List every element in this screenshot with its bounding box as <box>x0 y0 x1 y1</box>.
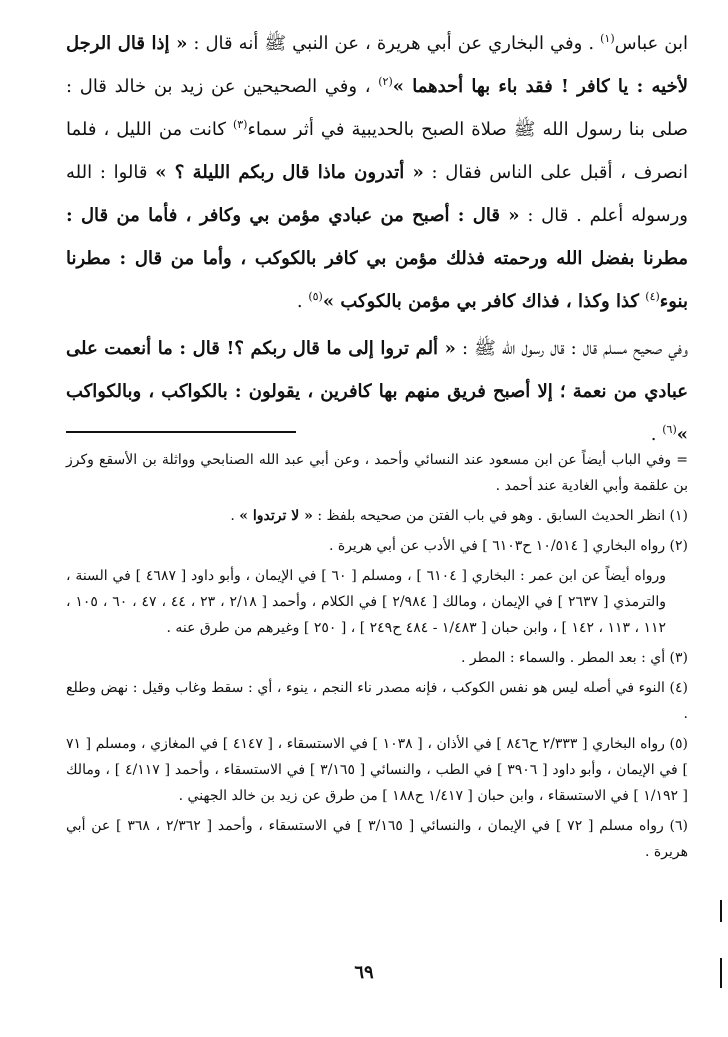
hadith-quote: « إذا قال الرجل لأخيه : يا كافر ! فقد باء بها أحدهما » <box>66 33 688 97</box>
crop-mark <box>720 958 722 988</box>
footnote-marker: (٣) <box>232 118 248 131</box>
crop-mark <box>720 900 722 922</box>
main-paragraph-1 <box>66 22 688 323</box>
text-run: ابن عباس <box>614 33 688 54</box>
footnote-marker: (٥) <box>308 290 323 303</box>
footnote-6: (٦) رواه مسلم [ ٧٢ ] في الإيمان ، والنسائي [ ٣/١٦٥ ] في الاستسقاء ، وأحمد [ ٢/٣٦٢ ، ٣٦٨ ] عن أبي هريرة . <box>66 818 689 860</box>
footnote-1-quote: « لا ترتدوا » <box>239 508 313 524</box>
main-text <box>66 22 688 456</box>
hadith-quote: كذا وكذا ، فذاك كافر بي مؤمن بالكوكب » <box>322 291 646 312</box>
footnote-1 <box>66 503 688 529</box>
text-run: ، وفي الصحيحين عن زيد بن خالد قال : صلى بنا رسول الله ﷺ صلاة الصبح بالحديبية في أثر سماء <box>66 76 688 140</box>
footnote-2: (٢) رواه البخاري [ ١٠/٥١٤ ح٦١٠٣ ] في الأدب عن أبي هريرة . <box>328 538 688 554</box>
text-run: . <box>296 291 309 312</box>
footnote-5: (٥) رواه البخاري [ ٢/٣٣٣ ح٨٤٦ ] في الأذان ، [ ١٠٣٨ ] في الاستسقاء ، [ ٤١٤٧ ] في المغازي ، ومسلم [ ٧١ ] في الإيمان ، وأبو داود [ ٣٩٠٦ ] في الطب ، والنسائي [ ٣/١٦٥ ] في الاستسقاء ، وأحمد [ ٤/١١٧ ] ، ومالك [ ١/١٩٢ ] في الاستسقاء ، وابن حبان [ ١/٤١٧ ح١٨٨ ] من طرق عن زيد بن خالد الجهني . <box>66 736 689 804</box>
text-run: وفي صحيح مسلم قال : قال رسول الله ﷺ : <box>455 338 688 359</box>
footnote-1-end: . <box>230 508 240 524</box>
hadith-quote: « أتدرون ماذا قال ربكم الليلة ؟ » <box>155 162 424 183</box>
footnote-marker: (١) <box>600 32 615 45</box>
main-paragraph-2 <box>66 327 688 456</box>
footnote-3: (٣) أي : بعد المطر . والسماء : المطر . <box>461 650 688 666</box>
footnote-4: (٤) النوء في أصله ليس هو نفس الكوكب ، فإنه مصدر ناء النجم ، ينوء ، أي : سقط وغاب وقيل : نهض وطلع . <box>66 680 688 722</box>
footnotes <box>66 447 688 869</box>
text-run: . وفي البخاري عن أبي هريرة ، عن النبي ﷺ أنه قال : <box>187 33 601 54</box>
hadith-quote: « قال : أصبح من عبادي مؤمن بي وكافر ، فأما من قال : مطرنا بفضل الله ورحمته فذلك مؤمن بي كافر بالكوكب ، وأما من قال : مطرنا بنوء <box>66 205 688 312</box>
text-run: . <box>650 424 663 445</box>
footnote-2-continuation: ورواه أيضاً عن ابن عمر : البخاري [ ٦١٠٤ ] ، ومسلم [ ٦٠ ] في الإيمان ، وأبو داود [ ٤٦٨٧ ] في السنة ، والترمذي [ ٢٦٣٧ ] في الإيمان ، ومالك [ ٢/٩٨٤ ] في الكلام ، وأحمد [ ٢/١٨ ، ٢٣ ، ٤٤ ، ٤٧ ، ٦٠ ، ١٠٥ ، ١١٢ ، ١١٣ ، ١٤٢ ] ، وابن حبان [ ١/٤٨٣ - ٤٨٤ ح٢٤٩ ] ، [ ٢٥٠ ] وغيرهم من طرق عنه . <box>66 568 666 636</box>
footnote-separator <box>66 431 296 433</box>
page-number: ٦٩ <box>354 962 374 983</box>
footnote-marker: (٦) <box>662 423 677 436</box>
text-run: كانت من الليل ، فلما انصرف ، أقبل على الناس فقال : <box>66 119 689 183</box>
footnote-1-text: (١) انظر الحديث السابق . وهو في باب الفتن من صحيحه بلفظ : <box>312 508 688 524</box>
hadith-quote: « ألم تروا إلى ما قال ربكم ؟! قال : ما أنعمت على عبادي من نعمة ؛ إلا أصبح فريق منهم بها كافرين ، يقولون : بالكواكب ، وبالكواكب » <box>66 338 688 445</box>
text-run: قالوا : الله ورسوله أعلم . قال : <box>66 162 688 226</box>
footnote-marker: (٢) <box>378 75 393 88</box>
footnote-continuation: = وفي الباب أيضاً عن ابن مسعود عند النسائي وأحمد ، وعن أبي عبد الله الصنابحي وواثلة بن الأسقع وكرز بن علقمة وأبي الغادية عند أحمد . <box>66 452 688 494</box>
footnote-marker: (٤) <box>645 290 660 303</box>
